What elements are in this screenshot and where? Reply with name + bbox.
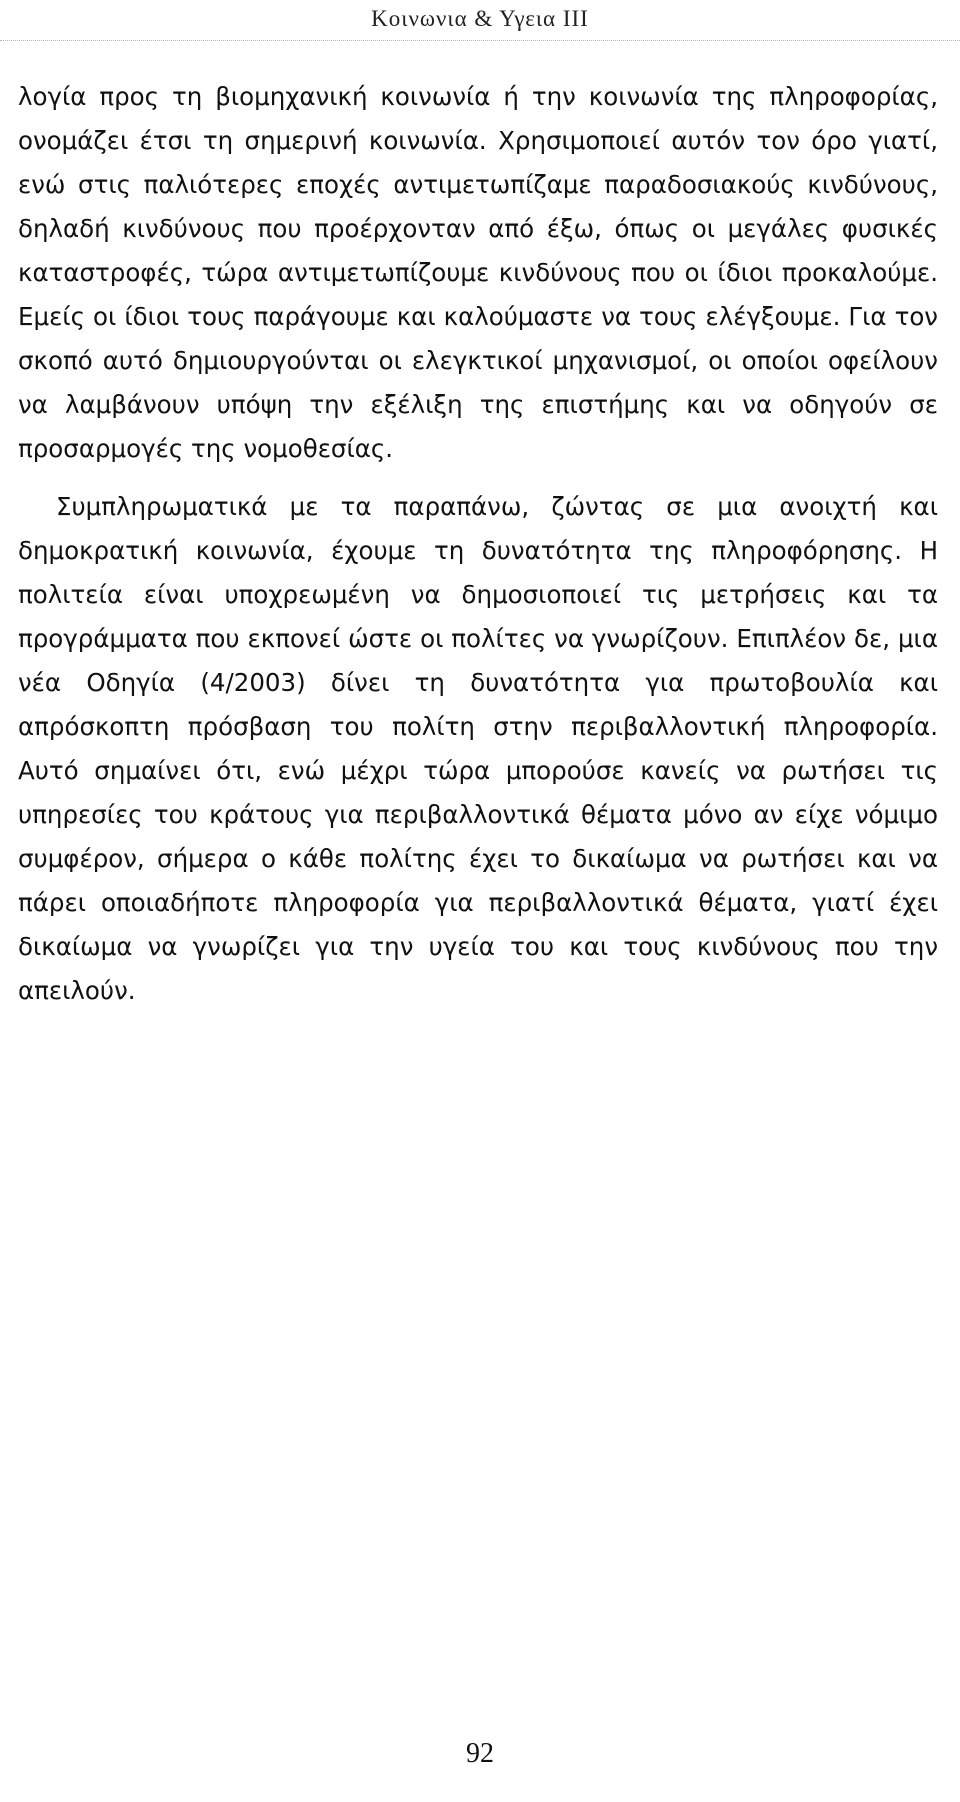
running-header: Κοινωνια & Υγεια III — [371, 6, 589, 31]
paragraph-2: Συμπληρωματικά με τα παραπάνω, ζώντας σε μια ανοιχτή και δημοκρατική κοινωνία, έχουμε τη δυνατότητα της πληροφόρησης. Η πολιτεία είναι υποχρεωμένη να δημοσιοποιεί τις μετρήσεις και τα προγράμματα που εκπονεί ώστε οι πολίτες να γνωρίζουν. Επιπλέον δε, μια νέα Οδηγία (4/2003) δίνει τη δυνατότητα για πρωτοβουλία και απρόσκοπτη πρόσβαση του πολίτη στην περιβαλλοντική πληροφορία. Αυτό σημαίνει ότι, ενώ μέχρι τώρα μπορούσε κανείς να ρωτήσει τις υπηρεσίες του κράτους για περιβαλλοντικά θέματα μόνο αν είχε νόμιμο συμφέρον, σήμερα ο κάθε πολίτης έχει το δικαίωμα να ρωτήσει και να πάρει οποιαδήποτε πληροφορία για περιβαλλοντικά θέματα, γιατί έχει δικαίωμα να γνωρίζει για την υγεία του και τους κινδύνους που την απειλούν. — [18, 492, 938, 1005]
body-text — [18, 75, 938, 1013]
paragraph-1: λογία προς τη βιομηχανική κοινωνία ή την κοινωνία της πληροφορίας, ονομάζει έτσι τη σημερινή κοινωνία. Χρησιμοποιεί αυτόν τον όρο γιατί, ενώ στις παλιότερες εποχές αντιμετωπίζαμε παραδοσιακούς κινδύνους, δηλαδή κινδύνους που προέρχονταν από έξω, όπως οι μεγάλες φυσικές καταστροφές, τώρα αντιμετωπίζουμε κινδύνους που οι ίδιοι προκαλούμε. Εμείς οι ίδιοι τους παράγουμε και καλούμαστε να τους ελέγξουμε. Για τον σκοπό αυτό δημιουργούνται οι ελεγκτικοί μηχανισμοί, οι οποίοι οφείλουν να λαμβάνουν υπόψη την εξέλιξη της επιστήμης και να οδηγούν σε προσαρμογές της νομοθεσίας. — [18, 82, 938, 463]
header-divider — [0, 40, 960, 41]
page-number: 92 — [466, 1738, 494, 1769]
